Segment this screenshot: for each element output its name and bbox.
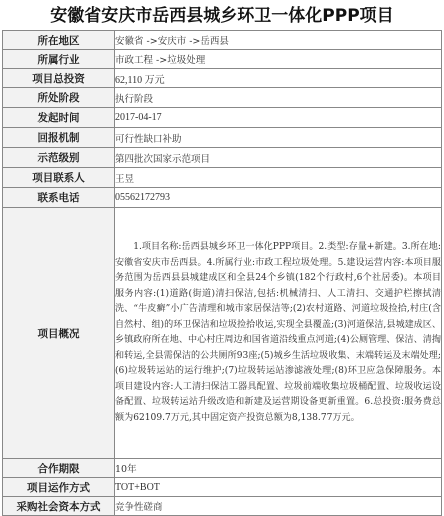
table-row — [3, 69, 442, 88]
table-row — [3, 108, 442, 128]
operation-mode-label: 项目运作方式 — [3, 478, 115, 497]
launch-date-value: 2017-04-17 — [115, 108, 442, 128]
demo-level-label: 示范级别 — [3, 148, 115, 168]
table-row — [3, 50, 442, 69]
procurement-method-value: 竞争性磋商 — [115, 497, 442, 516]
stage-label: 所处阶段 — [3, 88, 115, 108]
table-row — [3, 188, 442, 208]
launch-date-label: 发起时间 — [3, 108, 115, 128]
procurement-method-label: 采购社会资本方式 — [3, 497, 115, 516]
industry-label: 所属行业 — [3, 50, 115, 69]
table-row — [3, 88, 442, 108]
table-row — [3, 168, 442, 188]
table-row — [3, 31, 442, 50]
region-label: 所在地区 — [3, 31, 115, 50]
region-value: 安徽省 ->安庆市 ->岳西县 — [115, 31, 442, 50]
return-mechanism-label: 回报机制 — [3, 128, 115, 148]
overview-label: 项目概况 — [3, 208, 115, 459]
phone-label: 联系电话 — [3, 188, 115, 208]
cooperation-period-label: 合作期限 — [3, 459, 115, 478]
contact-person-label: 项目联系人 — [3, 168, 115, 188]
return-mechanism-value: 可行性缺口补助 — [115, 128, 442, 148]
project-info-table — [2, 30, 442, 516]
cooperation-period-value: 10年 — [115, 459, 442, 478]
table-row — [3, 128, 442, 148]
table-row — [3, 148, 442, 168]
overview-text: 1.项目名称:岳西县城乡环卫一体化PPP项目。2.类型:存量+新建。3.所在地:安徽省安庆市岳西县。4.所属行业:市政工程垃圾处理。5.建设运营内容:本项目服务范围为岳西县县城建成区和全县24个乡镇(182个行政村,6个社居委)。本项目服务内容:(1)道路(街道)清扫保洁,包括:机械清扫、人工清扫、交通护栏擦拭清洗、“牛皮癣”小广告清理和城市家居保洁等;(2)农村道路、河道垃圾捡拾,村庄(含自然村、组)的环卫保洁和垃圾捡拾收运,实现全县覆盖;(3)河道保洁,县城建成区、乡镇政府所在地、中心村庄周边和国省道沿线重点河道;(4)公厕管理、保洁、清掏和转运,全县需保洁的公共厕所93座;(5)城乡生活垃圾收集、末端转运及末端处理;(6)垃圾转运站的运行维护;(7)垃圾转运站渗滤液处理;(8)环卫应急保障服务。本项目建设内容:人工清扫保洁工器具配置、垃圾前端收集垃圾桶配置、垃圾收运设备配置、垃圾转运站升级改造和新建及运营期设备更新重置。6.总投资:服务费总额为62109.7万元,其中固定资产投资总额为8,138.77万元。 — [115, 208, 442, 459]
stage-value: 执行阶段 — [115, 88, 442, 108]
table-row — [3, 478, 442, 497]
total-investment-value: 62,110 万元 — [115, 69, 442, 88]
industry-value: 市政工程 ->垃圾处理 — [115, 50, 442, 69]
page-title: 安徽省安庆市岳西县城乡环卫一体化PPP项目 — [50, 6, 394, 26]
operation-mode-value: TOT+BOT — [115, 478, 442, 497]
table-row — [3, 208, 442, 459]
phone-value: 05562172793 — [115, 188, 442, 208]
contact-person-value: 王昱 — [115, 168, 442, 188]
demo-level-value: 第四批次国家示范项目 — [115, 148, 442, 168]
total-investment-label: 项目总投资 — [3, 69, 115, 88]
table-row — [3, 459, 442, 478]
